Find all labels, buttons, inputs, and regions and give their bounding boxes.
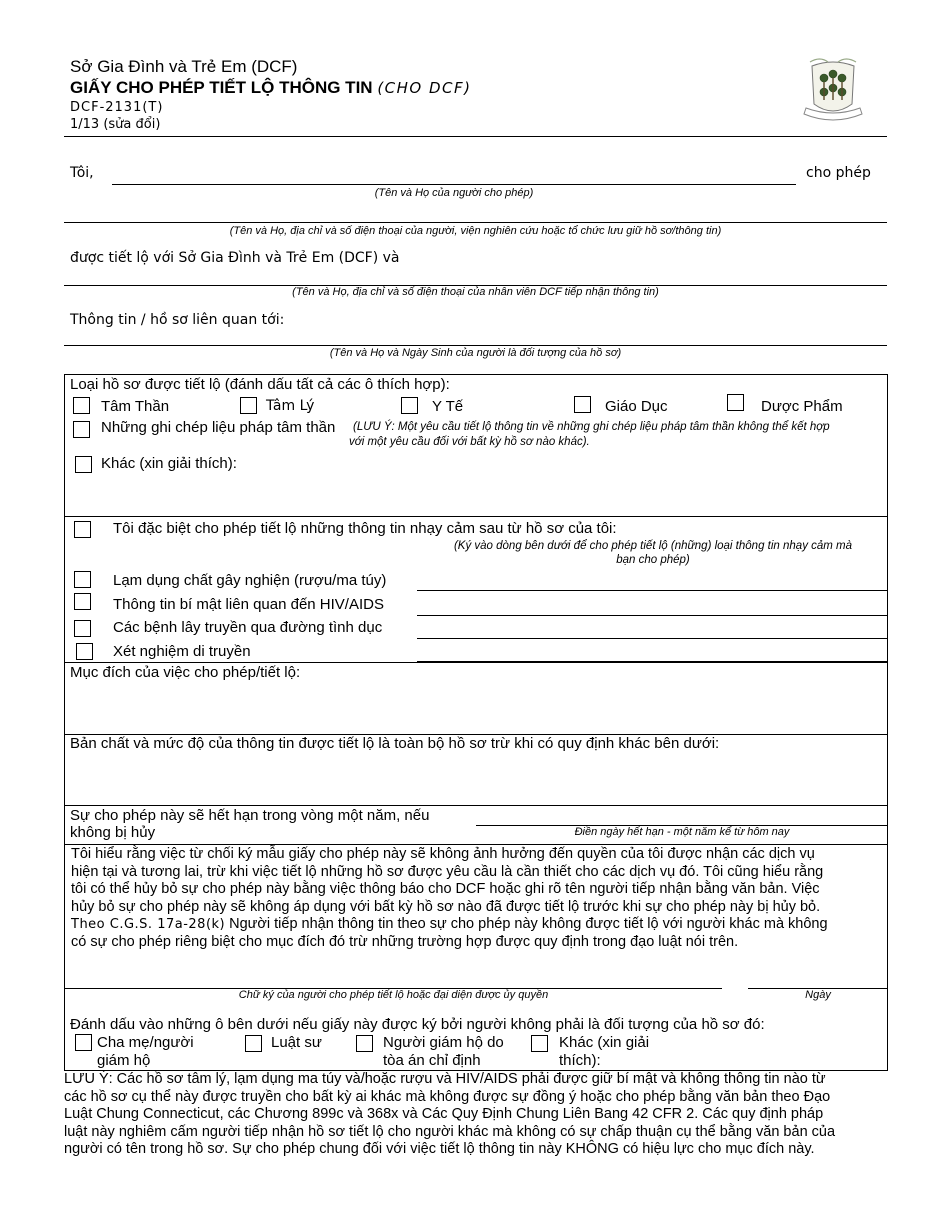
disclose-to-label: được tiết lộ với Sở Gia Đình và Trẻ Em (DCF) và — [70, 250, 400, 266]
agency-name: Sở Gia Đình và Trẻ Em (DCF) — [70, 57, 298, 76]
signature-line-substance-abuse[interactable] — [417, 590, 888, 591]
signature-caption: Chữ ký của người cho phép tiết lộ hoặc đại diện được ủy quyền — [238, 989, 549, 1001]
divider-sensitive — [64, 662, 888, 663]
signer-court-line-2: tòa án chỉ định — [383, 1052, 481, 1069]
signer-parent-line-1: Cha mẹ/người — [97, 1034, 194, 1051]
form-title: GIẤY CHO PHÉP TIẾT LỘ THÔNG TIN — [70, 78, 373, 97]
checkbox-substance-abuse[interactable] — [74, 571, 91, 588]
expiry-caption: Điền ngày hết hạn - một năm kể từ hôm nay — [574, 826, 790, 838]
record-holder-line[interactable] — [64, 222, 887, 223]
purpose-label: Mục đích của việc cho phép/tiết lộ: — [70, 664, 301, 681]
signer-court-line-1: Người giám hộ do — [383, 1034, 504, 1051]
divider-expiry — [64, 844, 888, 845]
signature-line-hiv-aids[interactable] — [417, 615, 888, 616]
understanding-line: Tôi hiểu rằng việc từ chối ký mẫu giấy cho phép này sẽ không ảnh hưởng đến quyền của tôi được nhận các dịch vụ — [71, 846, 815, 862]
psychotherapy-note-2: với một yêu cầu đối với bất kỳ hồ sơ nào khác). — [349, 436, 590, 448]
nature-label: Bản chất và mức độ của thông tin được tiết lộ là toàn bộ hồ sơ trừ khi có quy định khác bên dưới: — [70, 735, 720, 752]
expiry-line-1: Sự cho phép này sẽ hết hạn trong vòng một năm, nếu — [70, 807, 430, 824]
sensitive-item-hiv-aids: Thông tin bí mật liên quan đến HIV/AIDS — [113, 596, 384, 613]
checkbox-pharmacy[interactable] — [727, 394, 744, 411]
record-types-heading: Loại hồ sơ được tiết lộ (đánh dấu tất cả các ô thích hợp): — [70, 376, 450, 393]
checkbox-hiv-aids[interactable] — [74, 593, 91, 610]
option-education: Giáo Dục — [605, 398, 668, 415]
nature-field[interactable] — [65, 755, 887, 805]
signature-line-std[interactable] — [417, 638, 888, 639]
option-psychological: Tâm Lý — [266, 398, 315, 414]
divider-record-types — [64, 516, 888, 517]
checkbox-parent-guardian[interactable] — [75, 1034, 92, 1051]
footer-note-line: luật này nghiêm cấm người tiếp nhận hồ sơ tiết lộ cho người khác mà không có sự chấp thuận cụ thể bằng văn bản của — [64, 1123, 836, 1140]
divider-nature — [64, 805, 888, 806]
authorizer-name-caption: (Tên và Họ của người cho phép) — [374, 187, 534, 199]
sensitive-heading: Tôi đặc biệt cho phép tiết lộ những thông tin nhạy cảm sau từ hồ sơ của tôi: — [113, 520, 617, 537]
checkbox-std[interactable] — [74, 620, 91, 637]
checkbox-genetic-testing[interactable] — [76, 643, 93, 660]
signer-heading: Đánh dấu vào những ô bên dưới nếu giấy này được ký bởi người không phải là đối tượng của hồ sơ đó: — [70, 1016, 765, 1033]
signer-other-line-1: Khác (xin giải — [559, 1034, 650, 1051]
form-number: DCF-2131(T) — [70, 100, 164, 115]
option-pharmacy: Dược Phẩm — [761, 398, 843, 415]
i-label: Tôi, — [70, 165, 94, 181]
signer-other-line-2: thích): — [559, 1052, 601, 1069]
understanding-paragraph — [71, 846, 886, 951]
authorizer-name-line[interactable] — [112, 184, 796, 185]
signer-parent-line-2: giám hộ — [97, 1052, 151, 1069]
checkbox-medical[interactable] — [401, 397, 418, 414]
understanding-line: tôi có thể hủy bỏ sự cho phép này bằng việc thông báo cho DCF hoặc ghi rõ tên người tiếp nhận bằng văn bản. Việc — [71, 881, 820, 897]
checkbox-mental-health[interactable] — [73, 397, 90, 414]
psychotherapy-label: Những ghi chép liệu pháp tâm thần — [101, 419, 336, 436]
footer-note — [64, 1071, 888, 1159]
understanding-line-5-text: Người tiếp nhận thông tin theo sự cho phép này không được tiết lộ với người khác mà không — [225, 916, 828, 932]
header-divider — [64, 136, 887, 137]
understanding-line — [71, 916, 886, 934]
sensitive-item-genetic-testing: Xét nghiệm di truyền — [113, 643, 251, 660]
checkbox-sensitive-consent[interactable] — [74, 521, 91, 538]
checkbox-attorney[interactable] — [245, 1035, 262, 1052]
other-record-label: Khác (xin giải thích): — [101, 455, 237, 472]
dcf-staff-caption: (Tên và Họ, địa chỉ và số điện thoại của nhân viên DCF tiếp nhận thông tin) — [292, 286, 659, 298]
sensitive-item-substance-abuse: Lạm dụng chất gây nghiện (rượu/ma túy) — [113, 572, 387, 589]
purpose-field[interactable] — [65, 684, 887, 734]
checkbox-other-signer[interactable] — [531, 1035, 548, 1052]
checkbox-other-record[interactable] — [75, 456, 92, 473]
cgs-reference: Theo C.G.S. 17a-28(k) — [71, 917, 226, 932]
checkbox-court-guardian[interactable] — [356, 1035, 373, 1052]
psychotherapy-note-1: (LƯU Ý: Một yêu cầu tiết lộ thông tin về những ghi chép liệu pháp tâm thần không thể kết hợp — [353, 421, 830, 433]
footer-note-line: LƯU Ý: Các hồ sơ tâm lý, lạm dụng ma túy và/hoặc rượu và HIV/AIDS phải được giữ bí mật và không thông tin nào từ — [64, 1071, 826, 1087]
sensitive-instruction-1: (Ký vào dòng bên dưới để cho phép tiết lộ (những) loại thông tin nhạy cảm mà — [453, 540, 853, 552]
subject-line[interactable] — [64, 345, 887, 346]
state-seal-logo — [800, 56, 866, 126]
record-holder-caption: (Tên và Họ, địa chỉ và số điện thoại của người, viện nghiên cứu hoặc tổ chức lưu giữ hồ sơ/thông tin) — [229, 225, 722, 237]
signer-attorney: Luật sư — [271, 1034, 322, 1051]
authorize-label: cho phép — [806, 165, 871, 181]
checkbox-education[interactable] — [574, 396, 591, 413]
subject-caption: (Tên và Họ và Ngày Sinh của người là đối tượng của hồ sơ) — [329, 347, 622, 359]
option-mental-health: Tâm Thần — [101, 398, 170, 415]
option-medical: Y Tế — [432, 398, 464, 415]
understanding-line: hủy bỏ sự cho phép này sẽ không áp dụng với bất kỳ hồ sơ nào đã được tiết lộ trước khi sự cho phép này bị hủy bỏ. — [71, 898, 821, 915]
footer-note-line: người có tên trong hồ sơ. Sự cho phép chung đối với việc tiết lộ thông tin này KHÔNG có hiệu lực cho mục đích này. — [64, 1141, 815, 1158]
subject-label: Thông tin / hồ sơ liên quan tới: — [70, 312, 285, 328]
form-revision: 1/13 (sửa đổi) — [70, 117, 161, 132]
understanding-line: hiện tại và tương lai, trừ khi việc tiết lộ những hồ sơ được yêu cầu là cần thiết cho các dịch vụ đó. Tôi cũng hiểu rằng — [71, 863, 824, 880]
understanding-line: có sự cho phép riêng biệt cho mục đích đó trừ những trường hợp được quy định trong đạo luật nói trên. — [71, 933, 739, 950]
sensitive-item-std: Các bệnh lây truyền qua đường tình dục — [113, 619, 383, 636]
sensitive-instruction-2: bạn cho phép) — [616, 554, 690, 566]
expiry-line-2: không bị hủy — [70, 824, 156, 841]
checkbox-psychotherapy-notes[interactable] — [73, 421, 90, 438]
footer-note-line: các hồ sơ cụ thể này được truyền cho bất kỳ ai khác mà không được sự đồng ý hoặc cho phép bằng văn bản theo Đạo — [64, 1088, 831, 1105]
checkbox-psychological[interactable] — [240, 397, 257, 414]
form-title-suffix: (CHO DCF) — [377, 79, 472, 97]
date-caption: Ngày — [805, 989, 831, 1001]
form-title-row — [70, 78, 472, 98]
footer-note-line: Luật Chung Connecticut, các Chương 899c và 368x và Các Quy Định Chung Liên Bang 42 CFR 2. Các quy định pháp — [64, 1106, 824, 1123]
